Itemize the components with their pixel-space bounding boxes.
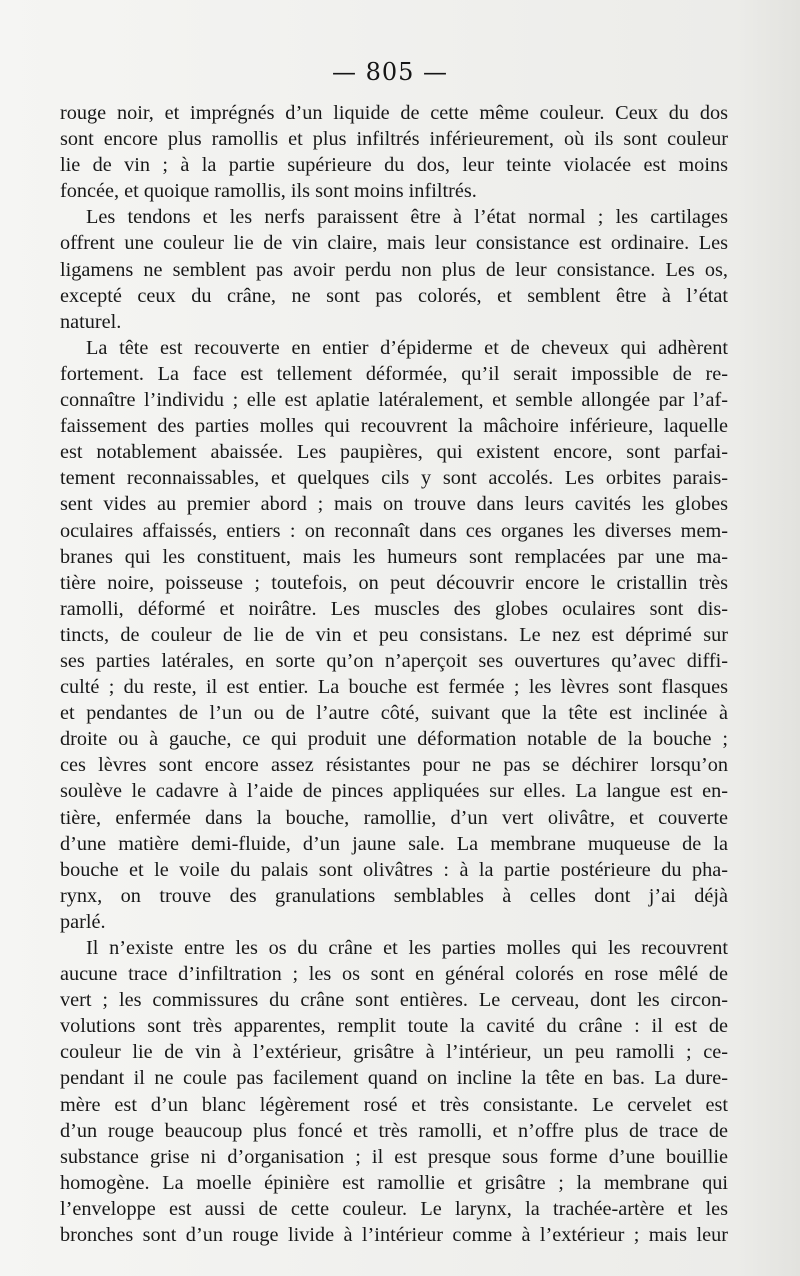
text-line: sont encore plus ramollis et plus infiltrés inférieurement, où ils sont couleur xyxy=(60,128,728,151)
text-line: Les tendons et les nerfs paraissent être à l’état normal ; les cartilages xyxy=(86,206,728,229)
text-line: ramolli, déformé et noirâtre. Les muscles des globes oculaires sont dis- xyxy=(60,597,728,620)
text-line: rynx, on trouve des granulations semblables à celles dont j’ai déjà xyxy=(60,884,728,907)
text-line: l’enveloppe est aussi de cette couleur. Le larynx, la trachée-artère et les xyxy=(60,1197,728,1220)
text-line: lie de vin ; à la partie supérieure du dos, leur teinte violacée est moins xyxy=(60,154,728,177)
text-line: aucune trace d’infiltration ; les os sont en général colorés en rose mêlé de xyxy=(60,963,728,986)
text-line: branes qui les constituent, mais les humeurs sont remplacées par une ma- xyxy=(60,545,728,568)
text-line: offrent une couleur lie de vin claire, mais leur consistance est ordinaire. Les xyxy=(60,232,728,255)
text-line: mère est d’un blanc légèrement rosé et très consistante. Le cervelet est xyxy=(60,1093,728,1116)
text-line: connaître l’individu ; elle est aplatie latéralement, et semble allongée par l’af- xyxy=(60,389,728,412)
text-line: et pendantes de l’un ou de l’autre côté, suivant que la tête est inclinée à xyxy=(60,702,728,725)
text-line: oculaires affaissés, entiers : on reconnaît dans ces organes les diverses mem- xyxy=(60,519,728,542)
text-line: tement reconnaissables, et quelques cils y sont accolés. Les orbites parais- xyxy=(60,467,728,490)
text-line: fortement. La face est tellement déformée, qu’il serait impossible de re- xyxy=(60,362,728,385)
text-line: La tête est recouverte en entier d’épiderme et de cheveux qui adhèrent xyxy=(86,336,728,359)
text-line: pendant il ne coule pas facilement quand on incline la tête en bas. La dure- xyxy=(60,1067,728,1090)
text-line: bronches sont d’un rouge livide à l’intérieur comme à l’extérieur ; mais leur xyxy=(60,1224,728,1247)
page-number: — 805 — xyxy=(331,58,449,86)
text-line: tière, enfermée dans la bouche, ramollie, d’un vert olivâtre, et couverte xyxy=(60,806,728,829)
text-line: ligamens ne semblent pas avoir perdu non plus de leur consistance. Les os, xyxy=(60,258,728,281)
text-line: droite ou à gauche, ce qui produit une déformation notable de la bouche ; xyxy=(60,728,728,751)
text-line: substance grise ni d’organisation ; il est presque sous forme d’une bouillie xyxy=(60,1145,728,1168)
text-line: rouge noir, et imprégnés d’un liquide de cette même couleur. Ceux du dos xyxy=(60,102,728,124)
text-line: naturel. xyxy=(60,310,122,333)
text-line: d’une matière demi-fluide, d’un jaune sale. La membrane muqueuse de la xyxy=(60,832,728,855)
text-line: couleur lie de vin à l’extérieur, grisâtre à l’intérieur, un peu ramolli ; ce- xyxy=(60,1041,728,1064)
text-line: sent vides au premier abord ; mais on trouve dans leurs cavités les globes xyxy=(60,493,728,516)
text-line: d’un rouge beaucoup plus foncé et très ramolli, et n’offre plus de trace de xyxy=(60,1119,728,1142)
text-line: est notablement abaissée. Les paupières, qui existent encore, sont parfai- xyxy=(60,441,728,464)
text-line: soulève le cadavre à l’aide de pinces appliquées sur elles. La langue est en- xyxy=(60,780,728,803)
text-line: ses parties latérales, en sorte qu’on n’aperçoit ses ouvertures qu’avec diffi- xyxy=(60,649,728,672)
text-line: culté ; du reste, il est entier. La bouche est fermée ; les lèvres sont flasques xyxy=(60,676,728,699)
text-line: vert ; les commissures du crâne sont entières. Le cerveau, dont les circon- xyxy=(60,989,728,1012)
text-line: parlé. xyxy=(60,910,106,933)
text-line: bouche et le voile du palais sont olivâtres : à la partie postérieure du pha- xyxy=(60,858,728,881)
text-line: excepté ceux du crâne, ne sont pas colorés, et semblent être à l’état xyxy=(60,284,728,307)
text-line: faissement des parties molles qui recouvrent la mâchoire inférieure, laquelle xyxy=(60,415,728,438)
text-line: tière noire, poisseuse ; toutefois, on peut découvrir encore le cristallin très xyxy=(60,571,728,594)
text-line: homogène. La moelle épinière est ramollie et grisâtre ; la membrane qui xyxy=(60,1171,728,1194)
text-line: ces lèvres sont encore assez résistantes pour ne pas se déchirer lorsqu’on xyxy=(60,754,728,777)
text-line: volutions sont très apparentes, remplit toute la cavité du crâne : il est de xyxy=(60,1015,728,1038)
body-text xyxy=(60,100,728,1248)
text-line: Il n’existe entre les os du crâne et les parties molles qui les recouvrent xyxy=(86,937,728,959)
text-line: tincts, de couleur de lie de vin et peu consistans. Le nez est déprimé sur xyxy=(60,623,728,646)
text-line: foncée, et quoique ramollis, ils sont moins infiltrés. xyxy=(60,180,477,203)
